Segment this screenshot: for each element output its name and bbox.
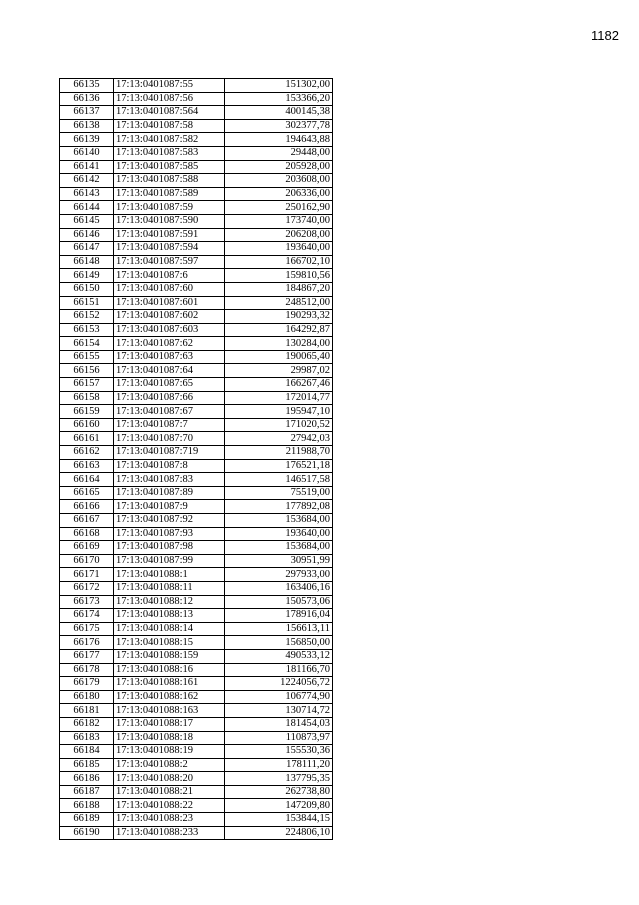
cadastral-value: 181166,70 <box>225 663 333 677</box>
cadastral-number: 17:13:0401088:20 <box>114 772 225 786</box>
cadastral-value: 176521,18 <box>225 459 333 473</box>
table-row <box>60 255 333 269</box>
cadastral-number: 17:13:0401087:719 <box>114 446 225 460</box>
table-row <box>60 228 333 242</box>
cadastral-value: 130284,00 <box>225 337 333 351</box>
row-number: 66160 <box>60 418 114 432</box>
row-number: 66185 <box>60 758 114 772</box>
row-number: 66139 <box>60 133 114 147</box>
cadastral-number: 17:13:0401087:89 <box>114 486 225 500</box>
cadastral-value: 205928,00 <box>225 160 333 174</box>
table-row <box>60 799 333 813</box>
cadastral-number: 17:13:0401088:11 <box>114 581 225 595</box>
cadastral-value: 150573,06 <box>225 595 333 609</box>
cadastral-value: 184867,20 <box>225 282 333 296</box>
cadastral-value: 130714,72 <box>225 704 333 718</box>
row-number: 66188 <box>60 799 114 813</box>
row-number: 66150 <box>60 282 114 296</box>
row-number: 66162 <box>60 446 114 460</box>
cadastral-value: 190293,32 <box>225 310 333 324</box>
cadastral-number: 17:13:0401087:55 <box>114 79 225 93</box>
table-row <box>60 459 333 473</box>
table-row <box>60 649 333 663</box>
row-number: 66157 <box>60 378 114 392</box>
row-number: 66147 <box>60 242 114 256</box>
row-number: 66169 <box>60 541 114 555</box>
cadastral-number: 17:13:0401087:65 <box>114 378 225 392</box>
cadastral-number: 17:13:0401088:18 <box>114 731 225 745</box>
cadastral-number: 17:13:0401088:21 <box>114 785 225 799</box>
table-row <box>60 79 333 93</box>
cadastral-value: 194643,88 <box>225 133 333 147</box>
row-number: 66175 <box>60 622 114 636</box>
table-row <box>60 514 333 528</box>
cadastral-value: 206336,00 <box>225 187 333 201</box>
cadastral-number: 17:13:0401088:2 <box>114 758 225 772</box>
row-number: 66170 <box>60 554 114 568</box>
cadastral-number: 17:13:0401087:583 <box>114 146 225 160</box>
row-number: 66135 <box>60 79 114 93</box>
cadastral-value: 163406,16 <box>225 581 333 595</box>
cadastral-value: 178111,20 <box>225 758 333 772</box>
table-row <box>60 622 333 636</box>
cadastral-value: 153844,15 <box>225 813 333 827</box>
table-row <box>60 92 333 106</box>
cadastral-number: 17:13:0401087:67 <box>114 405 225 419</box>
table-row <box>60 541 333 555</box>
table-row <box>60 296 333 310</box>
row-number: 66176 <box>60 636 114 650</box>
cadastral-value: 172014,77 <box>225 391 333 405</box>
table-row <box>60 269 333 283</box>
cadastral-value: 178916,04 <box>225 609 333 623</box>
row-number: 66173 <box>60 595 114 609</box>
table-row <box>60 677 333 691</box>
row-number: 66149 <box>60 269 114 283</box>
cadastral-value: 297933,00 <box>225 568 333 582</box>
cadastral-number: 17:13:0401087:590 <box>114 214 225 228</box>
cadastral-number: 17:13:0401087:64 <box>114 364 225 378</box>
cadastral-value: 29987,02 <box>225 364 333 378</box>
table-row <box>60 378 333 392</box>
cadastral-value: 29448,00 <box>225 146 333 160</box>
table-row <box>60 745 333 759</box>
cadastral-number: 17:13:0401087:59 <box>114 201 225 215</box>
cadastral-value: 75519,00 <box>225 486 333 500</box>
row-number: 66161 <box>60 432 114 446</box>
table-row <box>60 568 333 582</box>
cadastral-value: 153684,00 <box>225 541 333 555</box>
row-number: 66184 <box>60 745 114 759</box>
table-row <box>60 554 333 568</box>
table-row <box>60 663 333 677</box>
cadastral-value: 181454,03 <box>225 717 333 731</box>
cadastral-number: 17:13:0401087:66 <box>114 391 225 405</box>
table-row <box>60 432 333 446</box>
cadastral-number: 17:13:0401087:588 <box>114 174 225 188</box>
row-number: 66140 <box>60 146 114 160</box>
table-row <box>60 500 333 514</box>
row-number: 66156 <box>60 364 114 378</box>
cadastral-number: 17:13:0401087:7 <box>114 418 225 432</box>
row-number: 66179 <box>60 677 114 691</box>
table-row <box>60 310 333 324</box>
cadastral-number: 17:13:0401087:591 <box>114 228 225 242</box>
cadastral-number: 17:13:0401088:14 <box>114 622 225 636</box>
row-number: 66190 <box>60 826 114 840</box>
table-row <box>60 704 333 718</box>
row-number: 66141 <box>60 160 114 174</box>
row-number: 66144 <box>60 201 114 215</box>
row-number: 66181 <box>60 704 114 718</box>
cadastral-value: 137795,35 <box>225 772 333 786</box>
cadastral-value: 153366,20 <box>225 92 333 106</box>
cadastral-value: 106774,90 <box>225 690 333 704</box>
table-row <box>60 486 333 500</box>
cadastral-value: 490533,12 <box>225 649 333 663</box>
cadastral-value: 211988,70 <box>225 446 333 460</box>
cadastral-value: 248512,00 <box>225 296 333 310</box>
table-row <box>60 201 333 215</box>
cadastral-value: 250162,90 <box>225 201 333 215</box>
row-number: 66177 <box>60 649 114 663</box>
cadastral-number: 17:13:0401087:60 <box>114 282 225 296</box>
table-row <box>60 282 333 296</box>
table-row <box>60 106 333 120</box>
cadastral-value: 166267,46 <box>225 378 333 392</box>
table-row <box>60 391 333 405</box>
row-number: 66136 <box>60 92 114 106</box>
row-number: 66137 <box>60 106 114 120</box>
page-number: 1182 <box>591 28 619 43</box>
row-number: 66153 <box>60 323 114 337</box>
cadastral-number: 17:13:0401088:12 <box>114 595 225 609</box>
cadastral-number: 17:13:0401088:16 <box>114 663 225 677</box>
row-number: 66151 <box>60 296 114 310</box>
row-number: 66187 <box>60 785 114 799</box>
cadastral-number: 17:13:0401087:589 <box>114 187 225 201</box>
cadastral-value: 195947,10 <box>225 405 333 419</box>
table-row <box>60 214 333 228</box>
cadastral-number: 17:13:0401087:6 <box>114 269 225 283</box>
cadastral-number: 17:13:0401087:63 <box>114 350 225 364</box>
row-number: 66145 <box>60 214 114 228</box>
cadastral-value: 166702,10 <box>225 255 333 269</box>
table-row <box>60 527 333 541</box>
cadastral-value: 27942,03 <box>225 432 333 446</box>
cadastral-value: 110873,97 <box>225 731 333 745</box>
row-number: 66143 <box>60 187 114 201</box>
cadastral-value: 203608,00 <box>225 174 333 188</box>
cadastral-number: 17:13:0401088:13 <box>114 609 225 623</box>
table-row <box>60 813 333 827</box>
cadastral-value: 302377,78 <box>225 119 333 133</box>
cadastral-number: 17:13:0401087:99 <box>114 554 225 568</box>
cadastral-number: 17:13:0401087:93 <box>114 527 225 541</box>
row-number: 66165 <box>60 486 114 500</box>
row-number: 66174 <box>60 609 114 623</box>
cadastral-value: 190065,40 <box>225 350 333 364</box>
cadastral-value: 177892,08 <box>225 500 333 514</box>
cadastral-value: 159810,56 <box>225 269 333 283</box>
cadastral-value: 193640,00 <box>225 527 333 541</box>
table-row <box>60 731 333 745</box>
row-number: 66164 <box>60 473 114 487</box>
row-number: 66182 <box>60 717 114 731</box>
cadastral-number: 17:13:0401088:1 <box>114 568 225 582</box>
cadastral-number: 17:13:0401088:23 <box>114 813 225 827</box>
cadastral-value: 164292,87 <box>225 323 333 337</box>
cadastral-value: 171020,52 <box>225 418 333 432</box>
cadastral-number: 17:13:0401087:564 <box>114 106 225 120</box>
cadastral-value: 173740,00 <box>225 214 333 228</box>
table-row <box>60 717 333 731</box>
cadastral-number: 17:13:0401088:163 <box>114 704 225 718</box>
row-number: 66148 <box>60 255 114 269</box>
row-number: 66163 <box>60 459 114 473</box>
cadastral-value: 156613,11 <box>225 622 333 636</box>
table-body <box>60 79 333 840</box>
table-row <box>60 473 333 487</box>
cadastral-number: 17:13:0401087:8 <box>114 459 225 473</box>
cadastral-number: 17:13:0401088:161 <box>114 677 225 691</box>
row-number: 66154 <box>60 337 114 351</box>
cadastral-number: 17:13:0401087:83 <box>114 473 225 487</box>
table-row <box>60 595 333 609</box>
cadastral-number: 17:13:0401088:19 <box>114 745 225 759</box>
row-number: 66158 <box>60 391 114 405</box>
cadastral-number: 17:13:0401088:233 <box>114 826 225 840</box>
row-number: 66138 <box>60 119 114 133</box>
cadastral-value: 1224056,72 <box>225 677 333 691</box>
cadastral-number: 17:13:0401088:159 <box>114 649 225 663</box>
table-row <box>60 785 333 799</box>
table-row <box>60 690 333 704</box>
table-row <box>60 160 333 174</box>
cadastral-value: 151302,00 <box>225 79 333 93</box>
row-number: 66167 <box>60 514 114 528</box>
cadastral-value: 400145,38 <box>225 106 333 120</box>
cadastral-value: 155530,36 <box>225 745 333 759</box>
row-number: 66171 <box>60 568 114 582</box>
table-row <box>60 242 333 256</box>
table-row <box>60 323 333 337</box>
table-row <box>60 146 333 160</box>
cadastral-value: 30951,99 <box>225 554 333 568</box>
row-number: 66180 <box>60 690 114 704</box>
cadastral-number: 17:13:0401088:17 <box>114 717 225 731</box>
cadastral-number: 17:13:0401088:15 <box>114 636 225 650</box>
row-number: 66178 <box>60 663 114 677</box>
table-row <box>60 405 333 419</box>
table-row <box>60 418 333 432</box>
table-row <box>60 609 333 623</box>
table-row <box>60 350 333 364</box>
cadastral-number: 17:13:0401087:56 <box>114 92 225 106</box>
cadastral-number: 17:13:0401087:603 <box>114 323 225 337</box>
cadastral-value: 193640,00 <box>225 242 333 256</box>
cadastral-value: 156850,00 <box>225 636 333 650</box>
cadastral-number: 17:13:0401087:62 <box>114 337 225 351</box>
row-number: 66159 <box>60 405 114 419</box>
table-row <box>60 758 333 772</box>
table-row <box>60 446 333 460</box>
cadastral-number: 17:13:0401087:92 <box>114 514 225 528</box>
cadastral-value: 147209,80 <box>225 799 333 813</box>
row-number: 66146 <box>60 228 114 242</box>
table-row <box>60 133 333 147</box>
cadastral-value-table <box>59 78 333 840</box>
cadastral-value: 262738,80 <box>225 785 333 799</box>
row-number: 66172 <box>60 581 114 595</box>
row-number: 66186 <box>60 772 114 786</box>
row-number: 66155 <box>60 350 114 364</box>
table-row <box>60 119 333 133</box>
table-row <box>60 337 333 351</box>
table-row <box>60 826 333 840</box>
cadastral-number: 17:13:0401087:585 <box>114 160 225 174</box>
cadastral-value: 153684,00 <box>225 514 333 528</box>
table-row <box>60 174 333 188</box>
table-row <box>60 772 333 786</box>
cadastral-value: 206208,00 <box>225 228 333 242</box>
cadastral-number: 17:13:0401087:594 <box>114 242 225 256</box>
cadastral-number: 17:13:0401087:582 <box>114 133 225 147</box>
row-number: 66142 <box>60 174 114 188</box>
cadastral-number: 17:13:0401087:601 <box>114 296 225 310</box>
cadastral-number: 17:13:0401087:58 <box>114 119 225 133</box>
row-number: 66168 <box>60 527 114 541</box>
row-number: 66189 <box>60 813 114 827</box>
cadastral-number: 17:13:0401088:22 <box>114 799 225 813</box>
cadastral-number: 17:13:0401087:98 <box>114 541 225 555</box>
cadastral-value: 146517,58 <box>225 473 333 487</box>
row-number: 66166 <box>60 500 114 514</box>
cadastral-number: 17:13:0401088:162 <box>114 690 225 704</box>
cadastral-number: 17:13:0401087:70 <box>114 432 225 446</box>
cadastral-number: 17:13:0401087:602 <box>114 310 225 324</box>
table-row <box>60 364 333 378</box>
row-number: 66183 <box>60 731 114 745</box>
cadastral-value: 224806,10 <box>225 826 333 840</box>
table-row <box>60 581 333 595</box>
table-row <box>60 636 333 650</box>
cadastral-number: 17:13:0401087:597 <box>114 255 225 269</box>
row-number: 66152 <box>60 310 114 324</box>
table-row <box>60 187 333 201</box>
cadastral-number: 17:13:0401087:9 <box>114 500 225 514</box>
